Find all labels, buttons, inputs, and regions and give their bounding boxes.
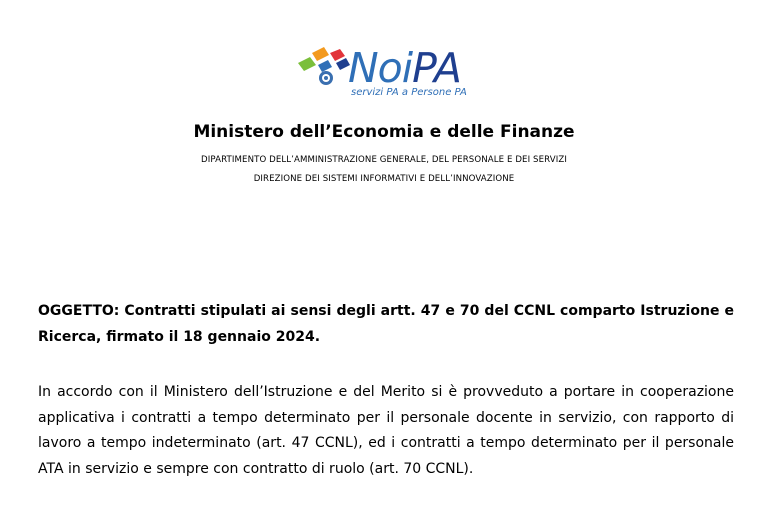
logo-wordmark: NoiPA	[348, 44, 461, 92]
ministry-title: Ministero dell’Economia e delle Finanze	[193, 122, 575, 142]
noipa-logo	[296, 45, 486, 107]
directorate-line: DIREZIONE DEI SISTEMI INFORMATIVI E DELL’INNOVAZIONE	[253, 174, 515, 184]
department-line: DIPARTIMENTO DELL’AMMINISTRAZIONE GENERALE, DEL PERSONALE E DEI SERVIZI	[201, 155, 567, 165]
body-paragraph: In accordo con il Ministero dell’Istruzione e del Merito si è provveduto a portare in cooperazione applicativa i contratti a tempo determinato per il personale docente in servizio, con rapporto di lavoro a tempo indeterminato (art. 47 CCNL), ed i contratti a tempo determinato per il personale ATA in servizio e sempre con contratto di ruolo (art. 70 CCNL).	[38, 384, 734, 477]
noipa-logo-mark-icon	[296, 45, 356, 107]
logo-tagline: servizi PA a Persone PA	[351, 87, 467, 98]
subject-paragraph: OGGETTO: Contratti stipulati ai sensi degli artt. 47 e 70 del CCNL comparto Istruzione e Ricerca, firmato il 18 gennaio 2024.	[38, 303, 734, 345]
